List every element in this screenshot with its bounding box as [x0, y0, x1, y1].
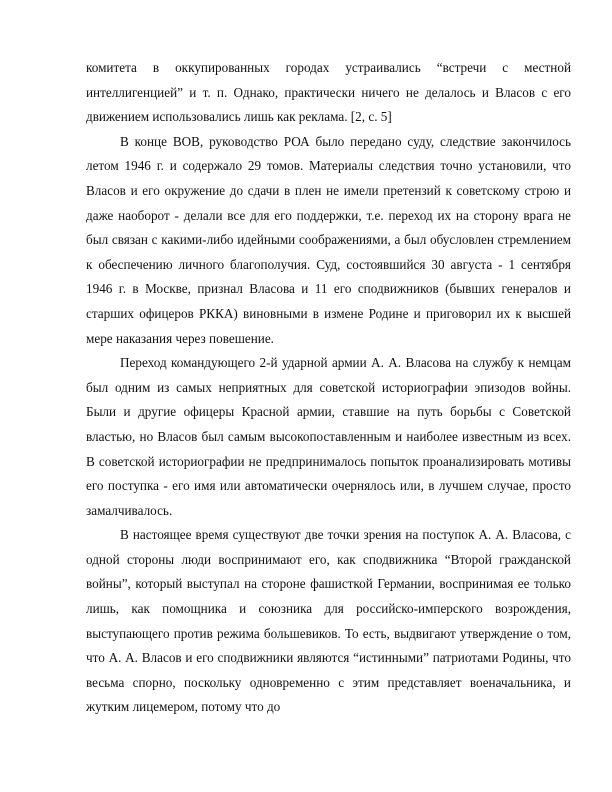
paragraph-2: В конце ВОВ, руководство РОА было передано суду, следствие закончилось летом 1946 г. и содержало 29 томов. Материалы следствия точно установили, что Власов и его окружение до сдачи в плен не имели претензий к советскому строю и даже наоборот - делали все для его поддержки, т.е. переход их на сторону врага не был связан с какими-либо идейными соображениями, а был обусловлен стремлением к обеспечению личного благополучия. Суд, состоявшийся 30 августа - 1 сентября 1946 г. в Москве, признал Власова и 11 его сподвижников (бывших генералов и старших офицеров РККА) виновными в измене Родине и приговорил их к высшей мере наказания через повешение.: [86, 133, 571, 346]
document-page: [86, 56, 571, 720]
paragraph-3: Переход командующего 2-й ударной армии А. А. Власова на службу к немцам был одним из самых неприятных для советской историографии эпизодов войны. Были и другие офицеры Красной армии, ставшие на путь борьбы с Советской властью, но Власов был самым высокопоставленным и наиболее известным из всех. В советской историографии не предпринималось попыток проанализировать мотивы его поступка - его имя или автоматически очернялось или, в лучшем случае, просто замалчивалось.: [86, 355, 571, 518]
paragraph-1: комитета в оккупированных городах устраивались “встречи с местной интеллигенцией” и т. п. Однако, практически ничего не делалось и Власов с его движением использовались лишь как реклама. [2, с. 5]: [86, 60, 571, 125]
paragraph-4: В настоящее время существуют две точки зрения на поступок А. А. Власова, с одной стороны люди воспринимают его, как сподвижника “Второй гражданской войны”, который выступал на стороне фашисткой Германии, воспринимая ее только лишь, как помощника и союзника для российско-имперского возрождения, выступающего против режима большевиков. То есть, выдвигают утверждение о том, что А. А. Власов и его сподвижники являются “истинными” патриотами Родины, что весьма спорно, поскольку одновременно с этим представляет военачальника, и жутким лицемером, потому что до: [86, 527, 571, 715]
